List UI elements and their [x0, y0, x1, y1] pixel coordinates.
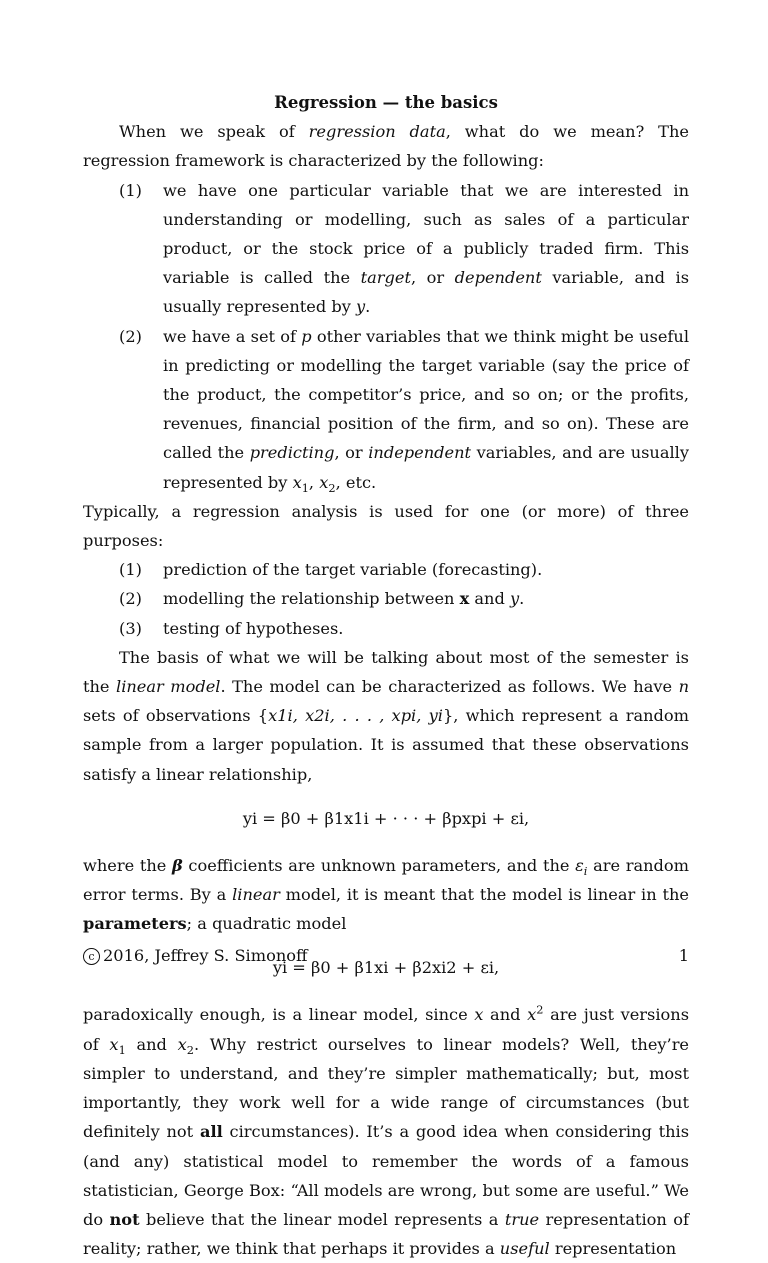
- page-title: Regression — the basics: [274, 93, 498, 112]
- model-paragraph: The basis of what we will be talking about most of the semester is the linear model. The model can be characterized as follows. We have n sets of observations {x1i, x2i, . . . , xpi, yi}, which represent a random sample from a larger population. It is assumed that these observations satisfy a linear relationship,: [83, 647, 690, 784]
- observations-set: x1i, x2i, . . . , xpi, yi: [268, 706, 443, 726]
- list-item: (1) we have one particular variable that we are interested in understanding or modelling, such as sales of a particular product, or the stock price of a publicly traded firm. This variable is called the target, or dependent variable, and is usually represented by y.: [119, 180, 690, 317]
- copyright-notice: c 2016, Jeffrey S. Simonoff: [83, 946, 308, 965]
- body-text: [83, 88, 689, 1263]
- list-item: (2) we have a set of p other variables that we think might be useful in predicting or modelling the target variable (say the price of the product, the competitor’s price, and so on; or the profits, revenues, financial position of the firm, and so on). These are called the predicting, or independent variables, and are usually represented by $x_1$, $x_2$, etc.: [119, 326, 690, 495]
- copyright-icon: c: [83, 948, 100, 965]
- purposes-intro: Typically, a regression analysis is used for one (or more) of three purposes:: [83, 501, 689, 551]
- page-number: 1: [678, 946, 689, 965]
- final-paragraph: paradoxically enough, is a linear model, since x and $x^2$ are just versions of $x_1$ and $x_2$. Why restrict ourselves to linear models? Well, they’re simpler to understand, and they’re simpler mathematically; but, most importantly, they work well for a wide range of circumstances (but definitely not all circumstances). It’s a good idea when considering this (and any) statistical model to remember the words of a famous statistician, George Box: “All models are wrong, but some are useful.” We do not believe that the linear model represents a true representation of reality; rather, we think that perhaps it provides a useful representation: [83, 1003, 690, 1259]
- list-item: (1) prediction of the target variable (forecasting).: [119, 560, 543, 580]
- intro-paragraph: When we speak of regression data, what do we mean? The regression framework is characterized by the following:: [83, 122, 689, 171]
- list-item: (3) testing of hypotheses.: [119, 618, 344, 638]
- page-footer: [83, 946, 689, 965]
- list-item: (2) modelling the relationship between x and y.: [119, 589, 525, 609]
- coefficients-paragraph: where the β coefficients are unknown parameters, and the $\varepsilon_i$ are random error terms. By a linear model, it is meant that the model is linear in the parameters; a quadratic model: [83, 855, 689, 934]
- equation-linear-model: yi = β0 + β1x1i + · · · + βpxpi + εi,: [242, 808, 530, 828]
- equation-quadratic-model: yi = β0 + β1xi + β2xi2 + εi,: [272, 958, 500, 978]
